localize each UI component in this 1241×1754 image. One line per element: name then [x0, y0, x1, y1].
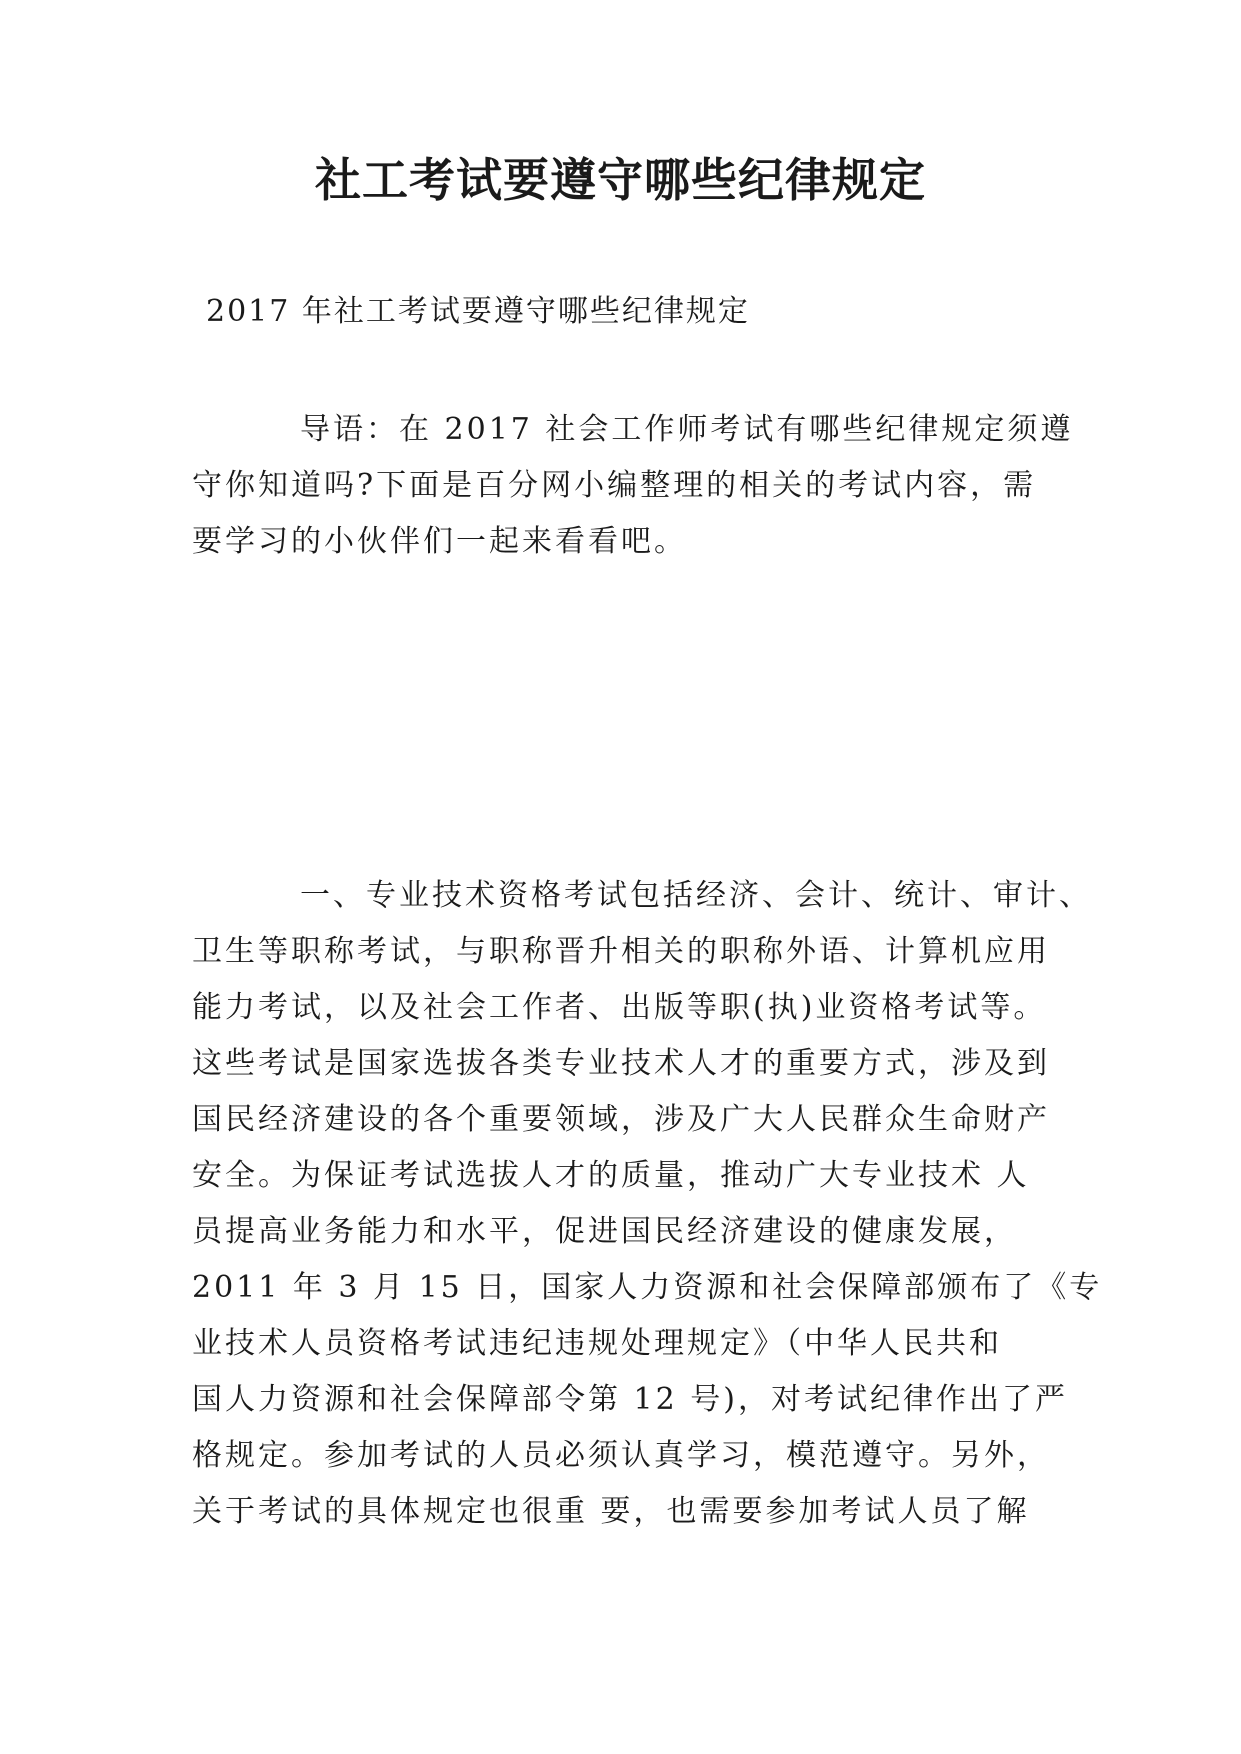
intro-line: 守你知道吗?下面是百分网小编整理的相关的考试内容，需: [192, 468, 1037, 503]
section-one-paragraph: [192, 876, 1103, 1548]
section-one-line: 2011 年 3 月 15 日，国家人力资源和社会保障部颁布了《专: [192, 1270, 1103, 1305]
section-one-line: 国人力资源和社会保障部令第 12 号)，对考试纪律作出了严: [192, 1382, 1068, 1417]
section-one-line: 安全。为保证考试选拔人才的质量，推动广大专业技术 人: [192, 1158, 1030, 1193]
section-one-line: 一、专业技术资格考试包括经济、会计、统计、审计、: [300, 878, 1092, 913]
section-one-line: 能力考试，以及社会工作者、出版等职(执)业资格考试等。: [192, 990, 1047, 1025]
section-one-line: 国民经济建设的各个重要领域，涉及广大人民群众生命财产: [192, 1102, 1050, 1137]
intro-line: 导语：在 2017 社会工作师考试有哪些纪律规定须遵: [300, 412, 1074, 447]
intro-paragraph: [192, 410, 1072, 578]
section-one-line: 业技术人员资格考试违纪违规处理规定》（中华人民共和: [192, 1326, 1002, 1361]
section-one-line: 员提高业务能力和水平，促进国民经济建设的健康发展，: [192, 1214, 1017, 1249]
document-title: 社工考试要遵守哪些纪律规定: [315, 153, 926, 207]
section-one-line: 卫生等职称考试，与职称晋升相关的职称外语、计算机应用: [192, 934, 1050, 969]
document-subtitle: 2017 年社工考试要遵守哪些纪律规定: [206, 294, 750, 329]
section-one-line: 关于考试的具体规定也很重 要，也需要参加考试人员了解: [192, 1494, 1030, 1529]
section-one-line: 这些考试是国家选拔各类专业技术人才的重要方式，涉及到: [192, 1046, 1050, 1081]
section-one-line: 格规定。参加考试的人员必须认真学习，模范遵守。另外，: [192, 1438, 1050, 1473]
intro-line: 要学习的小伙伴们一起来看看吧。: [192, 524, 687, 559]
